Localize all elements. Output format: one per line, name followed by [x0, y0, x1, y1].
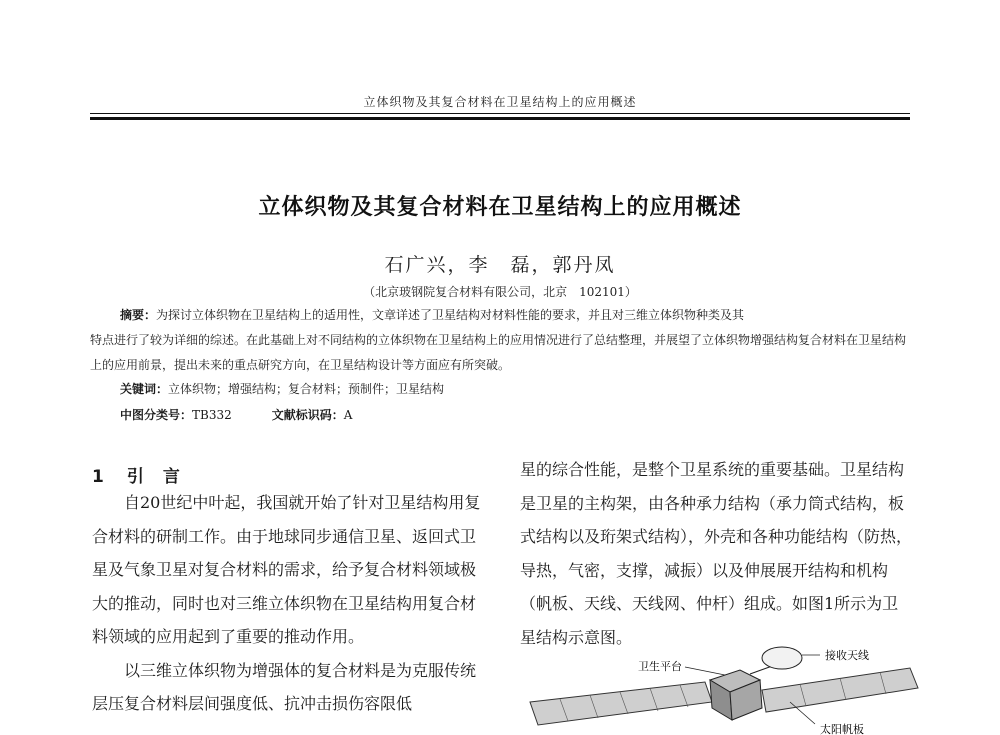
right-column — [520, 453, 912, 654]
section-heading — [92, 462, 181, 487]
paragraph: 自20世纪中叶起，我国就开始了针对卫星结构用复合材料的研制工作。由于地球同步通信卫星、返回式卫星及气象卫星对复合材料的需求，给予复合材料领域极大的推动，同时也对三维立体织物在卫星结构用复合材料领域的应用起到了重要的推动作用。 — [92, 493, 481, 646]
classification — [120, 406, 352, 423]
satellite-body — [710, 670, 762, 720]
paragraph: 以三维立体织物为增强体的复合材料是为克服传统层压复合材料层间强度低、抗冲击损伤容限低 — [92, 660, 477, 713]
keywords — [120, 380, 444, 397]
section-title: 引 言 — [126, 467, 181, 487]
running-header: 立体织物及其复合材料在卫星结构上的应用概述 — [363, 95, 637, 109]
header-rule-thick — [90, 117, 910, 120]
header-rule-thin — [90, 113, 910, 114]
figure-label-platform: 卫生平台 — [638, 660, 682, 673]
clc-value: TB332 — [192, 408, 232, 422]
abstract-text-first-line: 为探讨立体织物在卫星结构上的适用性，文章详述了卫星结构对材料性能的要求，并且对三维立体织物种类及其 — [156, 308, 745, 322]
left-column — [92, 486, 490, 721]
solar-panel-left — [530, 682, 712, 725]
keywords-label: 关键词： — [120, 382, 169, 396]
satellite-structure-figure — [520, 640, 920, 735]
figure-label-panel: 太阳帆板 — [820, 723, 864, 735]
figure-label-antenna: 接收天线 — [825, 649, 869, 662]
keywords-text: 立体织物；增强结构；复合材料；预制件；卫星结构 — [168, 382, 445, 396]
abstract-label: 摘要： — [120, 308, 157, 322]
authors: 石广兴，李 磊，郭丹凤 — [384, 254, 616, 276]
abstract-text-rest: 特点进行了较为详细的综述。在此基础上对不同结构的立体织物在卫星结构上的应用情况进行了总结整理，并展望了立体织物增强结构复合材料在卫星结构上的应用前景，提出未来的重点研究方向，在卫星结构设计等方面应有所突破。 — [90, 333, 907, 372]
affiliation: （北京玻钢院复合材料有限公司，北京 102101） — [363, 285, 637, 299]
doc-code-label: 文献标识码： — [271, 408, 344, 422]
callout-line-platform — [685, 667, 725, 675]
paragraph: 星的综合性能，是整个卫星系统的重要基础。卫星结构是卫星的主构架，由各种承力结构（承力筒式结构，板式结构以及珩架式结构），外壳和各种功能结构（防热，导热，气密，支撑，减振）以及伸展展开结构和机构（帆板、天线、天线网、仲杆）组成。如图1所示为卫星结构示意图。 — [520, 460, 913, 647]
paper-title: 立体织物及其复合材料在卫星结构上的应用概述 — [258, 195, 742, 220]
doc-code-value: A — [343, 408, 353, 422]
abstract — [90, 303, 910, 378]
clc-label: 中图分类号： — [120, 408, 193, 422]
antenna-dish — [750, 647, 802, 674]
solar-panel-right — [762, 668, 918, 712]
section-number: 1 — [92, 467, 105, 487]
